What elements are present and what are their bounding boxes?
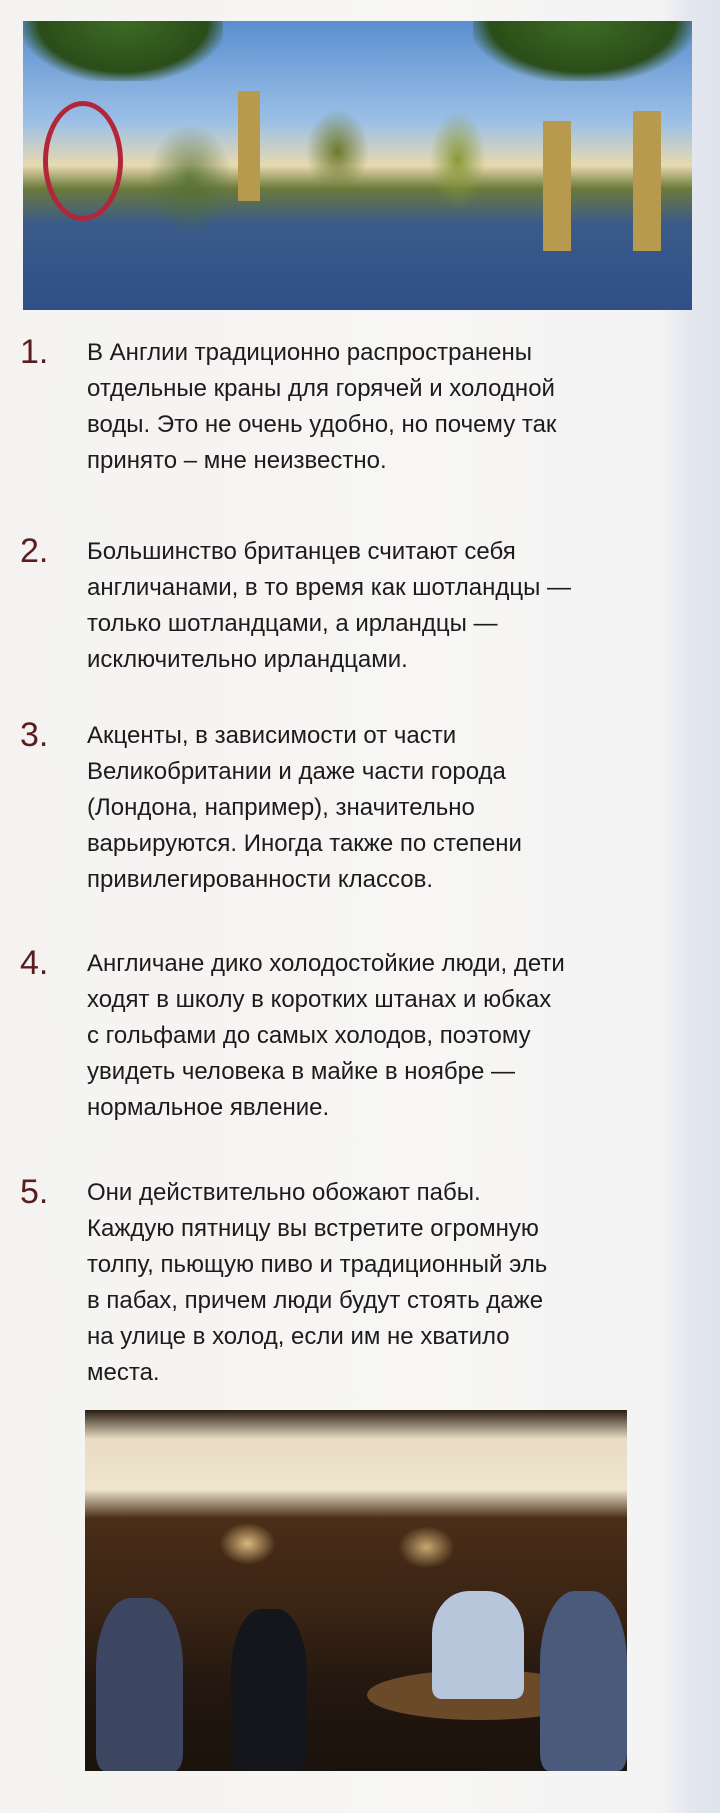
pub-interior-photo: [85, 1410, 627, 1771]
item-number: 2.: [20, 532, 49, 570]
tower-bridge-right: [633, 111, 661, 251]
tree-foliage: [473, 21, 692, 81]
london-eye: [43, 101, 123, 221]
item-number: 5.: [20, 1173, 49, 1211]
item-text: В Англии традиционно распространены отдельные краны для горячей и холодной воды. Это не очень удобно, но почему так принято – мне неизвестно.: [87, 339, 557, 474]
item-number: 4.: [20, 944, 49, 982]
item-text: Акценты, в зависимости от части Великобритании и даже части города (Лондона, например), значительно варьируются. Иногда также по степени привилегированности классов.: [87, 722, 522, 893]
tree-foliage: [23, 21, 223, 81]
item-number: 3.: [20, 716, 49, 754]
person: [432, 1591, 524, 1699]
london-skyline-photo: [23, 21, 692, 310]
item-number: 1.: [20, 333, 49, 371]
item-text: Большинство британцев считают себя англичанами, в то время как шотландцы — только шотландцами, а ирландцы — исключительно ирландцами.: [87, 538, 572, 673]
item-text: Они действительно обожают пабы. Каждую пятницу вы встретите огромную толпу, пьющую пиво и традиционный эль в пабах, причем люди будут стоять даже на улице в холод, если им не хватило места.: [87, 1179, 548, 1386]
tower-bridge-left: [543, 121, 571, 251]
person: [540, 1591, 627, 1772]
big-ben: [238, 91, 260, 201]
person: [96, 1598, 183, 1771]
person: [231, 1609, 307, 1771]
item-text: Англичане дико холодостойкие люди, дети ходят в школу в коротких штанах и юбках с гольфами до самых холодов, поэтому увидеть человека в майке в ноябре — нормальное явление.: [87, 950, 565, 1121]
